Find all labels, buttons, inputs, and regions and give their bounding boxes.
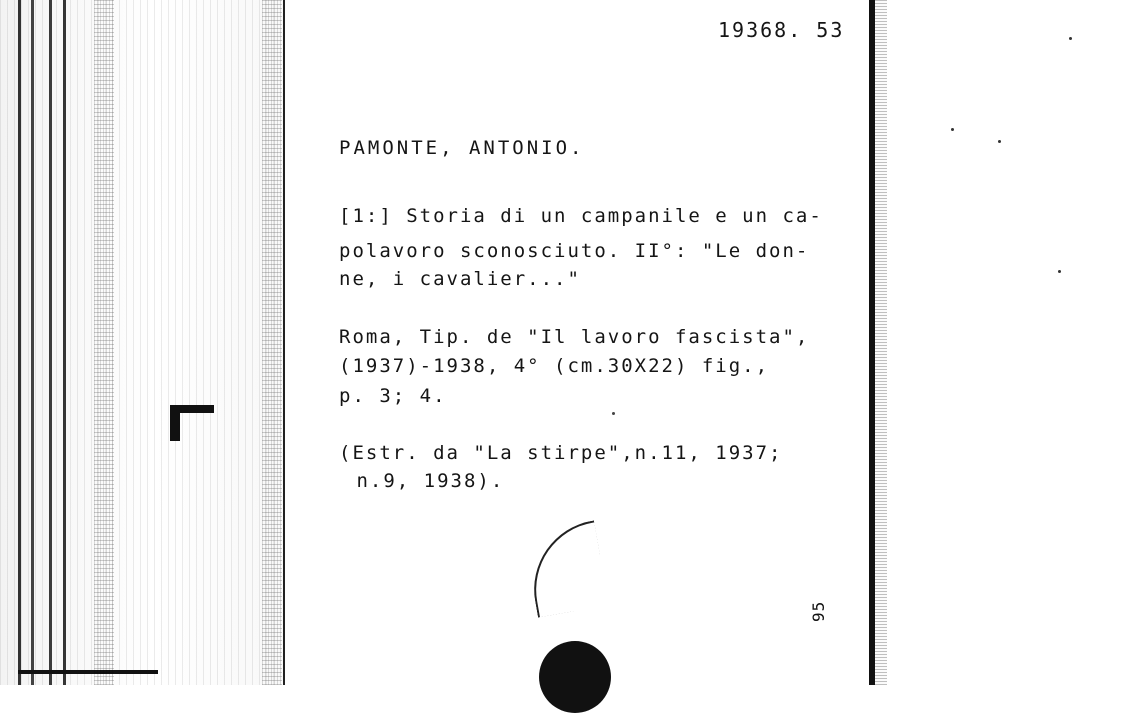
side-number: 95 xyxy=(809,600,828,622)
note-line: (Estr. da "La stirpe",n.11, 1937; xyxy=(339,442,783,464)
catalog-card xyxy=(283,0,875,685)
stamp-arc-mark xyxy=(523,520,609,617)
binding-bottom-edge xyxy=(18,670,158,674)
imprint-line: Roma, Tip. de "Il lavoro fascista", xyxy=(339,326,810,348)
author-heading: PAMONTE, ANTONIO. xyxy=(339,137,585,159)
note-line: n.9, 1938). xyxy=(343,470,505,492)
scan-speck xyxy=(1058,270,1061,273)
imprint-line: p. 3; 4. xyxy=(339,385,447,407)
scan-speck xyxy=(1069,37,1072,40)
title-line: polavoro sconosciuto. II°: "Le don- xyxy=(339,240,810,262)
scan-speck xyxy=(612,412,615,415)
title-line: [1:] Storia di un campanile e un ca- xyxy=(339,205,823,227)
imprint-line: (1937)-1938, 4° (cm.30X22) fig., xyxy=(339,355,770,377)
scan-speck xyxy=(998,140,1001,143)
binding-clip-mark xyxy=(170,405,214,441)
adjacent-page xyxy=(887,0,1136,685)
scan-speck xyxy=(951,128,954,131)
call-number: 19368. 53 xyxy=(718,18,845,42)
card-edge-shadow xyxy=(875,0,887,685)
title-line: ne, i cavalier..." xyxy=(339,268,581,290)
scan-noise-band xyxy=(94,0,114,685)
card-punch-hole xyxy=(539,641,611,713)
scan-noise-band xyxy=(262,0,282,685)
binding-stripes xyxy=(18,0,70,685)
